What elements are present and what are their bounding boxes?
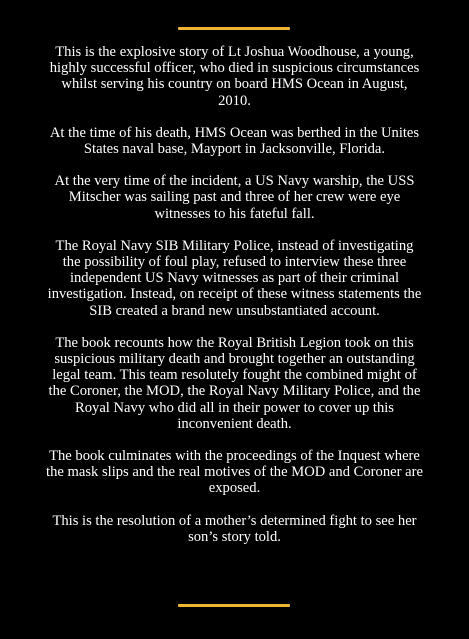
paragraph-location: At the time of his death, HMS Ocean was berthed in the Unites States naval base, Mayport in Jacksonville, Florida. (49, 124, 420, 158)
paragraph-investigation: The Royal Navy SIB Military Police, instead of investigating the possibility of foul play, refused to interview these three independent US Navy witnesses as part of their criminal investigation. Instead, on receipt of these witness statements the SIB created a brand new unsubstantiated account. (47, 237, 422, 319)
top-gold-rule (178, 27, 290, 30)
blurb-text (46, 44, 423, 561)
paragraph-resolution: This is the resolution of a mother’s determined fight to see her son’s story told. (52, 512, 417, 545)
paragraph-witnesses: At the very time of the incident, a US Navy warship, the USS Mitscher was sailing past and three of her crew were eye witnesses to his fateful fall. (54, 173, 415, 222)
paragraph-inquest: The book culminates with the proceedings of the Inquest where the mask slips and the real motives of the MOD and Coroner are exposed. (46, 448, 423, 497)
bottom-gold-rule (178, 604, 290, 607)
paragraph-intro: This is the explosive story of Lt Joshua Woodhouse, a young, highly successful officer, who died in suspicious circumstances whilst serving his country on board HMS Ocean in August, 2010. (49, 44, 420, 109)
paragraph-legal-team: The book recounts how the Royal British Legion took on this suspicious military death and brought together an outstanding legal team. This team resolutely fought the combined might of the Coroner, the MOD, the Royal Navy Military Police, and the Royal Navy who did all in their power to cover up this inconvenient death. (48, 334, 421, 432)
